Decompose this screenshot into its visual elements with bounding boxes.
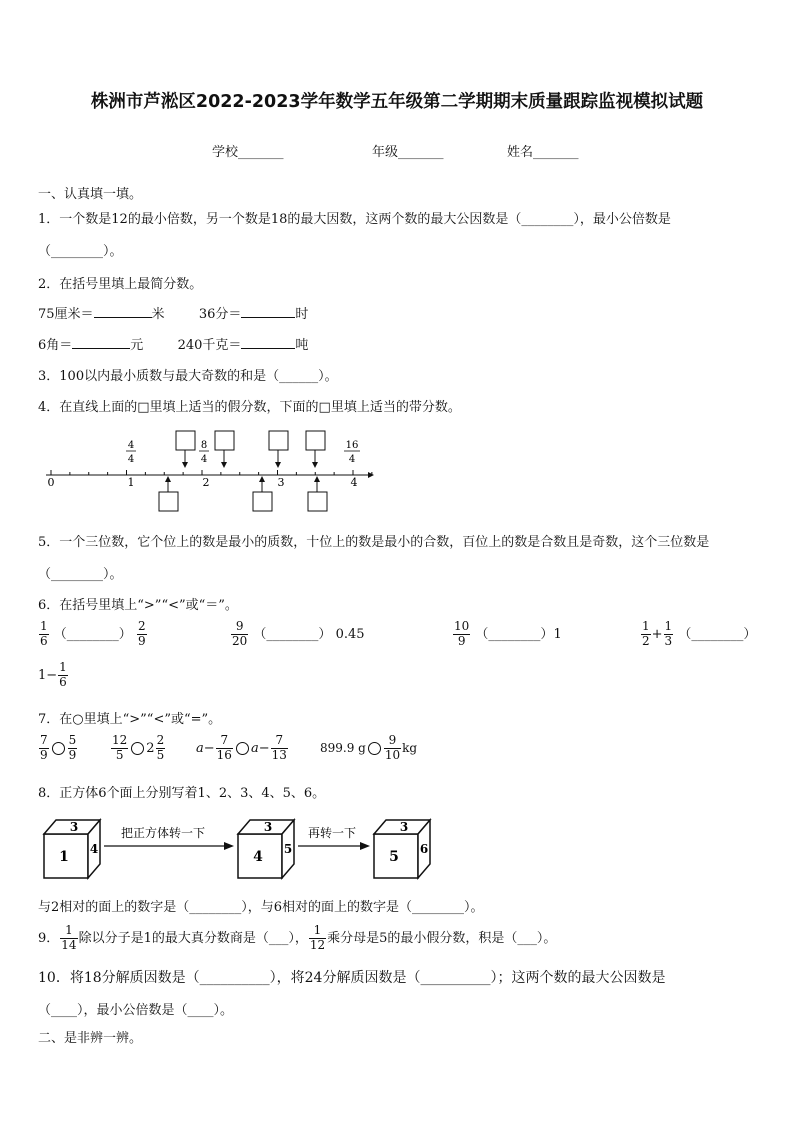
cube-2 — [238, 820, 294, 878]
answer-blank[interactable] — [94, 306, 152, 318]
q6-item-b: $\frac{9}{20}$ （________） 0.45 — [232, 619, 365, 648]
q3-text: 3．100以内最小质数与最大奇数的和是（______）。 — [38, 369, 338, 384]
answer-blank[interactable] — [241, 337, 295, 349]
q4-text: 4．在直线上面的□里填上适当的假分数，下面的□里填上适当的带分数。 — [38, 400, 461, 415]
svg-text:5: 5 — [283, 842, 293, 856]
q5-line1: 5．一个三位数，它个位上的数是最小的质数，十位上的数是最小的合数，百位上的数是合数且是奇数，这个三位数是 — [38, 535, 710, 550]
answer-box-above[interactable] — [269, 431, 288, 468]
section-1-heading: 一、认真填一填。 — [38, 187, 143, 202]
label-16-4-num: 16 — [345, 440, 359, 451]
compare-circle[interactable] — [52, 742, 65, 755]
q7-item-c: a− $\frac{7}{16}$ a− $\frac{7}{13}$ — [196, 733, 287, 762]
svg-text:再转一下: 再转一下 — [307, 826, 357, 840]
svg-text:4: 4 — [89, 842, 99, 856]
tick-label-0: 0 — [47, 476, 55, 489]
answer-blank[interactable]: （________） — [53, 626, 132, 642]
q7-item-b: $\frac{12}{5}$ 2 $\frac{2}{5}$ — [112, 733, 165, 762]
section-2-heading: 二、是非辨一辨。 — [38, 1031, 143, 1046]
rotate-arrow-2 — [298, 825, 370, 850]
q2-row1: 75厘米＝ 米 36分＝ 时 — [38, 307, 309, 322]
cube-3 — [374, 820, 430, 878]
cube-1 — [44, 820, 100, 878]
q10-line2: （____），最小公倍数是（____）。 — [38, 1003, 234, 1018]
svg-text:把正方体转一下: 把正方体转一下 — [120, 826, 206, 840]
q10-line1: 10．将18分解质因数是（__________），将24分解质因数是（__________）；这两个数的最大公因数是 — [38, 970, 666, 986]
tick-label-3: 3 — [277, 476, 285, 489]
grade-field: 年级_______ — [372, 145, 444, 160]
label-4-4-num: 4 — [127, 440, 135, 451]
svg-text:3: 3 — [263, 820, 273, 834]
label-8-4-den: 4 — [200, 454, 208, 465]
q6-item-c: $\frac{10}{9}$ （________）1 — [454, 619, 562, 648]
svg-text:3: 3 — [399, 820, 409, 834]
answer-blank[interactable]: （________） — [475, 626, 554, 642]
number-line-ticks — [38, 470, 372, 475]
axis-arrow-icon — [368, 472, 374, 478]
q2-text: 2．在括号里填上最简分数。 — [38, 277, 203, 292]
tick-label-4: 4 — [350, 476, 358, 489]
q6-text: 6．在括号里填上“>”“<”或“＝”。 — [38, 598, 238, 613]
q1-line1: 1．一个数是12的最小倍数，另一个数是18的最大因数，这两个数的最大公因数是（________），最小公倍数是 — [38, 212, 671, 227]
compare-circle[interactable] — [131, 742, 144, 755]
svg-text:4: 4 — [253, 849, 263, 865]
svg-text:3: 3 — [69, 820, 79, 834]
compare-circle[interactable] — [368, 742, 381, 755]
rotate-arrow-1 — [104, 825, 234, 850]
label-16-4-den: 4 — [348, 454, 356, 465]
answer-box-above[interactable] — [306, 431, 325, 468]
answer-blank[interactable] — [72, 337, 130, 349]
q6-item-d-cont: 1− $\frac{1}{6}$ — [38, 660, 67, 689]
answer-box-below[interactable] — [308, 476, 327, 511]
q1-line2: （________）。 — [38, 244, 123, 259]
q8-answer: 与2相对的面上的数字是（________），与6相对的面上的数字是（________）。 — [38, 900, 484, 915]
number-line-diagram — [38, 428, 378, 518]
svg-text:1: 1 — [59, 849, 69, 865]
tick-label-2: 2 — [202, 476, 210, 489]
label-8-4-num: 8 — [200, 440, 208, 451]
cube-rotation-diagram — [38, 812, 438, 888]
compare-circle[interactable] — [236, 742, 249, 755]
svg-text:6: 6 — [419, 842, 429, 856]
q7-item-d: 899.9 g $\frac{9}{10}$ kg — [320, 733, 418, 762]
answer-box-above[interactable] — [176, 431, 195, 468]
q7-text: 7．在○里填上“>”“<”或“=”。 — [38, 712, 222, 727]
answer-blank[interactable] — [241, 306, 295, 318]
answer-box-above[interactable] — [215, 431, 234, 468]
svg-text:5: 5 — [389, 849, 399, 865]
q6-item-a: $\frac{1}{6}$ （________） $\frac{2}{9}$ — [40, 619, 146, 648]
q6-item-d: $\frac{1}{2}$ + $\frac{1}{3}$ （________） — [642, 619, 757, 648]
q2-row2: 6角＝ 元 240千克＝ 吨 — [38, 338, 309, 353]
answer-blank[interactable]: （________） — [253, 626, 332, 642]
tick-label-1: 1 — [127, 476, 135, 489]
q9-text: 9． $\frac{1}{14}$ 除以分子是1的最大真分数商是（___）， $\frac{1}{12}$ 乘分母是5的最小假分数，积是（___）。 — [38, 923, 557, 952]
school-field: 学校_______ — [212, 145, 284, 160]
q5-line2: （________）。 — [38, 567, 123, 582]
q8-text: 8．正方体6个面上分别写着1、2、3、4、5、6。 — [38, 786, 326, 801]
page-title: 株洲市芦淞区2022-2023学年数学五年级第二学期期末质量跟踪监视模拟试题 — [90, 92, 704, 112]
answer-box-below[interactable] — [253, 476, 272, 511]
label-4-4-den: 4 — [127, 454, 135, 465]
q7-item-a: $\frac{7}{9}$ $\frac{5}{9}$ — [40, 733, 77, 762]
name-field: 姓名_______ — [507, 145, 579, 160]
answer-blank[interactable]: （________） — [678, 626, 757, 642]
answer-box-below[interactable] — [159, 476, 178, 511]
